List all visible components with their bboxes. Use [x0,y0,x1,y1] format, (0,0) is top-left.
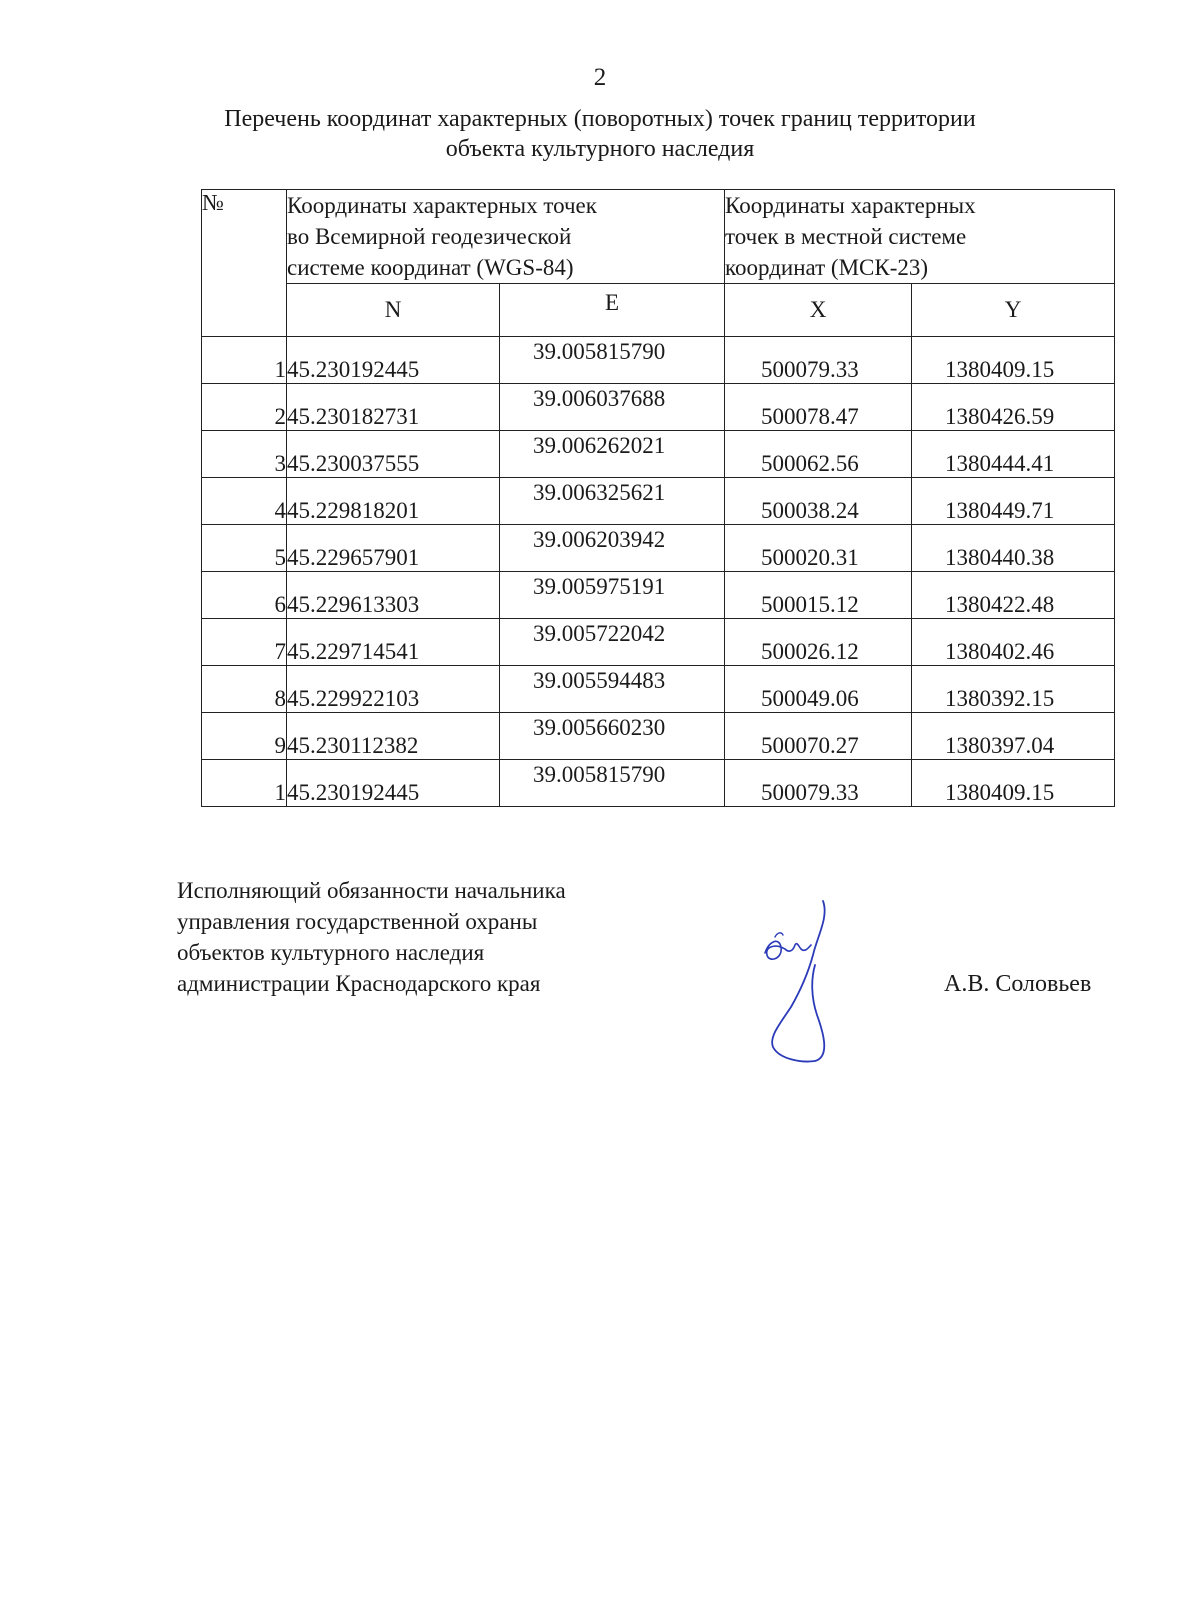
longitude-e-cell: 39.005815790 [500,760,725,807]
x-coordinate-cell: 500015.12 [725,572,912,619]
header-line: системе координат (WGS-84) [287,255,574,280]
point-number-cell: 6 [202,572,287,619]
x-coordinate-cell: 500038.24 [725,478,912,525]
x-coordinate-cell: 500049.06 [725,666,912,713]
signatory-name: А.В. Соловьев [944,971,1092,997]
document-title-line: Перечень координат характерных (поворотных) точек границ территории [224,106,976,132]
x-coordinate-cell: 500079.33 [725,760,912,807]
table-row [202,713,1115,760]
point-number-cell: 9 [202,713,287,760]
wgs84-group-header [287,190,725,284]
signatory-position-line: объектов культурного наследия [177,940,485,965]
latitude-n-cell: 45.229922103 [287,666,500,713]
point-number-cell: 1 [202,337,287,384]
number-column-header: № [202,190,287,337]
table-row [202,760,1115,807]
x-column-header: X [725,284,912,337]
table-row [202,619,1115,666]
table-row [202,337,1115,384]
signatory-position-line: управления государственной охраны [177,909,538,934]
handwritten-signature [755,897,855,1065]
point-number-cell: 4 [202,478,287,525]
y-coordinate-cell: 1380402.46 [912,619,1115,666]
point-number-cell: 2 [202,384,287,431]
y-coordinate-cell: 1380397.04 [912,713,1115,760]
latitude-n-cell: 45.230192445 [287,760,500,807]
y-coordinate-cell: 1380409.15 [912,337,1115,384]
msk23-group-header [725,190,1115,284]
coordinates-table [201,189,1115,807]
y-coordinate-cell: 1380449.71 [912,478,1115,525]
document-title-line: объекта культурного наследия [445,136,755,162]
latitude-n-cell: 45.229818201 [287,478,500,525]
x-coordinate-cell: 500070.27 [725,713,912,760]
header-line: координат (МСК-23) [725,255,929,280]
point-number-cell: 1 [202,760,287,807]
longitude-e-cell: 39.006203942 [500,525,725,572]
latitude-n-cell: 45.230037555 [287,431,500,478]
y-coordinate-cell: 1380409.15 [912,760,1115,807]
y-column-header: Y [912,284,1115,337]
point-number-cell: 3 [202,431,287,478]
x-coordinate-cell: 500020.31 [725,525,912,572]
header-line: точек в местной системе [725,224,967,249]
header-line: Координаты характерных [725,193,976,218]
point-number-cell: 7 [202,619,287,666]
latitude-n-cell: 45.230112382 [287,713,500,760]
table-row [202,431,1115,478]
latitude-n-cell: 45.229613303 [287,572,500,619]
longitude-e-cell: 39.005815790 [500,337,725,384]
latitude-n-cell: 45.230182731 [287,384,500,431]
point-number-cell: 5 [202,525,287,572]
latitude-n-cell: 45.229714541 [287,619,500,666]
y-coordinate-cell: 1380426.59 [912,384,1115,431]
longitude-e-cell: 39.005594483 [500,666,725,713]
e-column-header: E [500,284,725,337]
longitude-e-cell: 39.005975191 [500,572,725,619]
signatory-position-line: администрации Краснодарского края [177,971,541,996]
signatory-position-line: Исполняющий обязанности начальника [177,878,566,903]
latitude-n-cell: 45.230192445 [287,337,500,384]
longitude-e-cell: 39.006037688 [500,384,725,431]
table-row [202,525,1115,572]
page-number: 2 [593,64,607,91]
x-coordinate-cell: 500062.56 [725,431,912,478]
longitude-e-cell: 39.005722042 [500,619,725,666]
table-row [202,666,1115,713]
table-row [202,384,1115,431]
table-row [202,478,1115,525]
latitude-n-cell: 45.229657901 [287,525,500,572]
y-coordinate-cell: 1380444.41 [912,431,1115,478]
x-coordinate-cell: 500079.33 [725,337,912,384]
y-coordinate-cell: 1380392.15 [912,666,1115,713]
longitude-e-cell: 39.006262021 [500,431,725,478]
header-line: Координаты характерных точек [287,193,597,218]
n-column-header: N [287,284,500,337]
point-number-cell: 8 [202,666,287,713]
document-title [150,104,1050,164]
table-row [202,572,1115,619]
longitude-e-cell: 39.006325621 [500,478,725,525]
header-line: во Всемирной геодезической [287,224,572,249]
x-coordinate-cell: 500078.47 [725,384,912,431]
longitude-e-cell: 39.005660230 [500,713,725,760]
y-coordinate-cell: 1380422.48 [912,572,1115,619]
signatory-position [177,875,566,999]
x-coordinate-cell: 500026.12 [725,619,912,666]
y-coordinate-cell: 1380440.38 [912,525,1115,572]
